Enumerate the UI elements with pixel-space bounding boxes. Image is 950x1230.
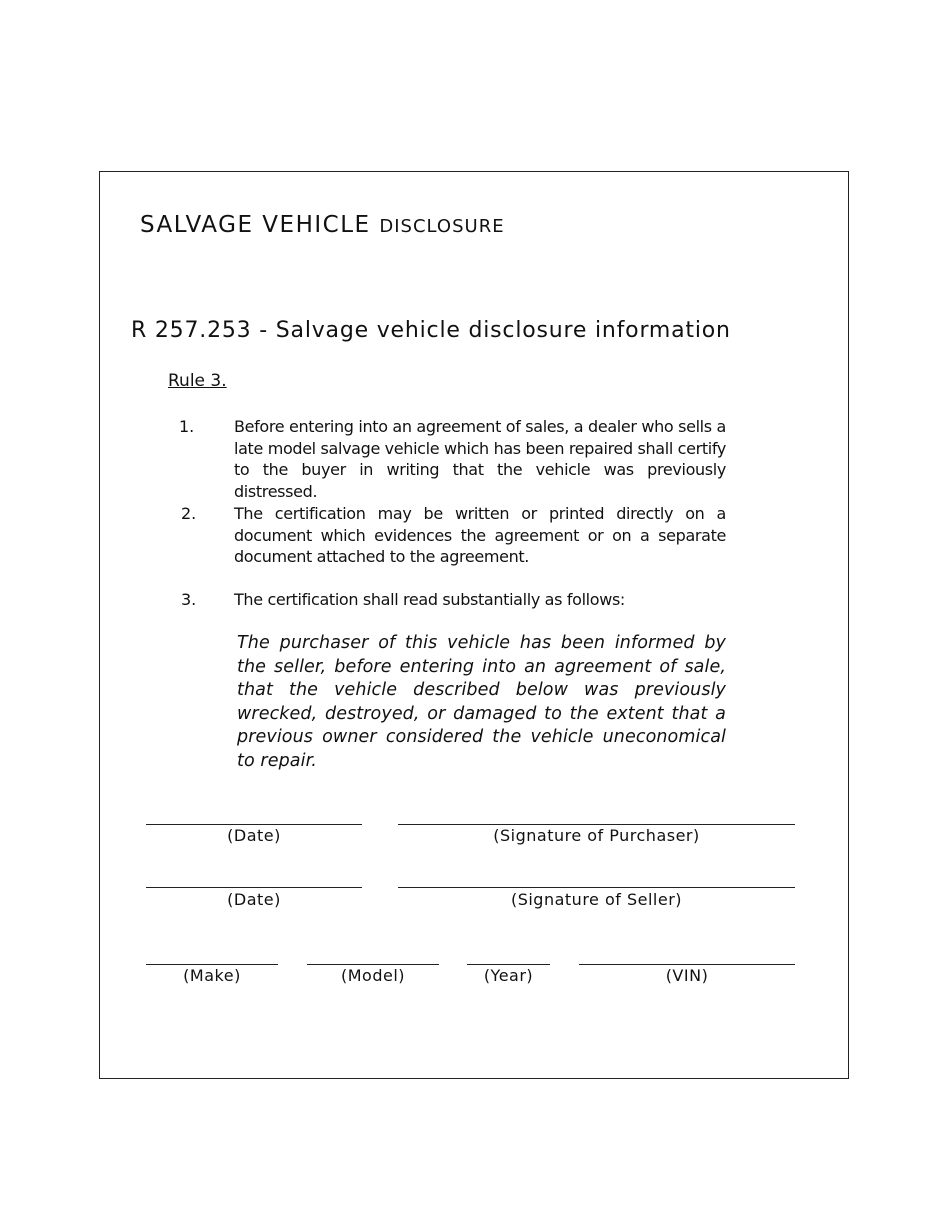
item-number-1: 1. — [179, 417, 195, 436]
year-line[interactable] — [467, 964, 550, 965]
purchaser-signature-line[interactable] — [398, 824, 795, 825]
seller-date-line[interactable] — [146, 887, 362, 888]
certification-quote: The purchaser of this vehicle has been informed by the seller, before entering into an agreement of sale, that the vehicle described below was previously wrecked, destroyed, or damaged to the extent that a previous owner considered the vehicle uneconomical to repair. — [237, 633, 726, 771]
rule-heading: R 257.253 - Salvage vehicle disclosure information — [131, 318, 731, 343]
seller-signature-line[interactable] — [398, 887, 795, 888]
item-number-3: 3. — [181, 590, 197, 609]
item-number-2: 2. — [181, 504, 197, 523]
model-label: (Model) — [340, 966, 406, 985]
make-label: (Make) — [183, 966, 241, 985]
rule-label: Rule 3. — [168, 371, 227, 391]
make-line[interactable] — [146, 964, 278, 965]
model-line[interactable] — [307, 964, 439, 965]
title-small: DISCLOSURE — [379, 216, 505, 237]
item-text-2: The certification may be written or printed directly on a document which evidences the agreement or on a separate document attached to the agreement. — [234, 504, 726, 566]
purchaser-date-line[interactable] — [146, 824, 362, 825]
year-label: (Year) — [483, 966, 534, 985]
item-text-3: The certification shall read substantially as follows: — [234, 590, 625, 609]
item-text-1: Before entering into an agreement of sales, a dealer who sells a late model salvage vehicle which has been repaired shall certify to the buyer in writing that the vehicle was previously distressed. — [234, 417, 726, 501]
form-border — [99, 171, 849, 1079]
seller-signature-label: (Signature of Seller) — [510, 890, 683, 909]
vin-label: (VIN) — [665, 966, 709, 985]
purchaser-date-label: (Date) — [227, 826, 281, 845]
title-main: SALVAGE VEHICLE — [140, 212, 371, 238]
purchaser-signature-label: (Signature of Purchaser) — [493, 826, 700, 845]
seller-date-label: (Date) — [227, 890, 281, 909]
vin-line[interactable] — [579, 964, 795, 965]
document-title — [140, 212, 505, 238]
